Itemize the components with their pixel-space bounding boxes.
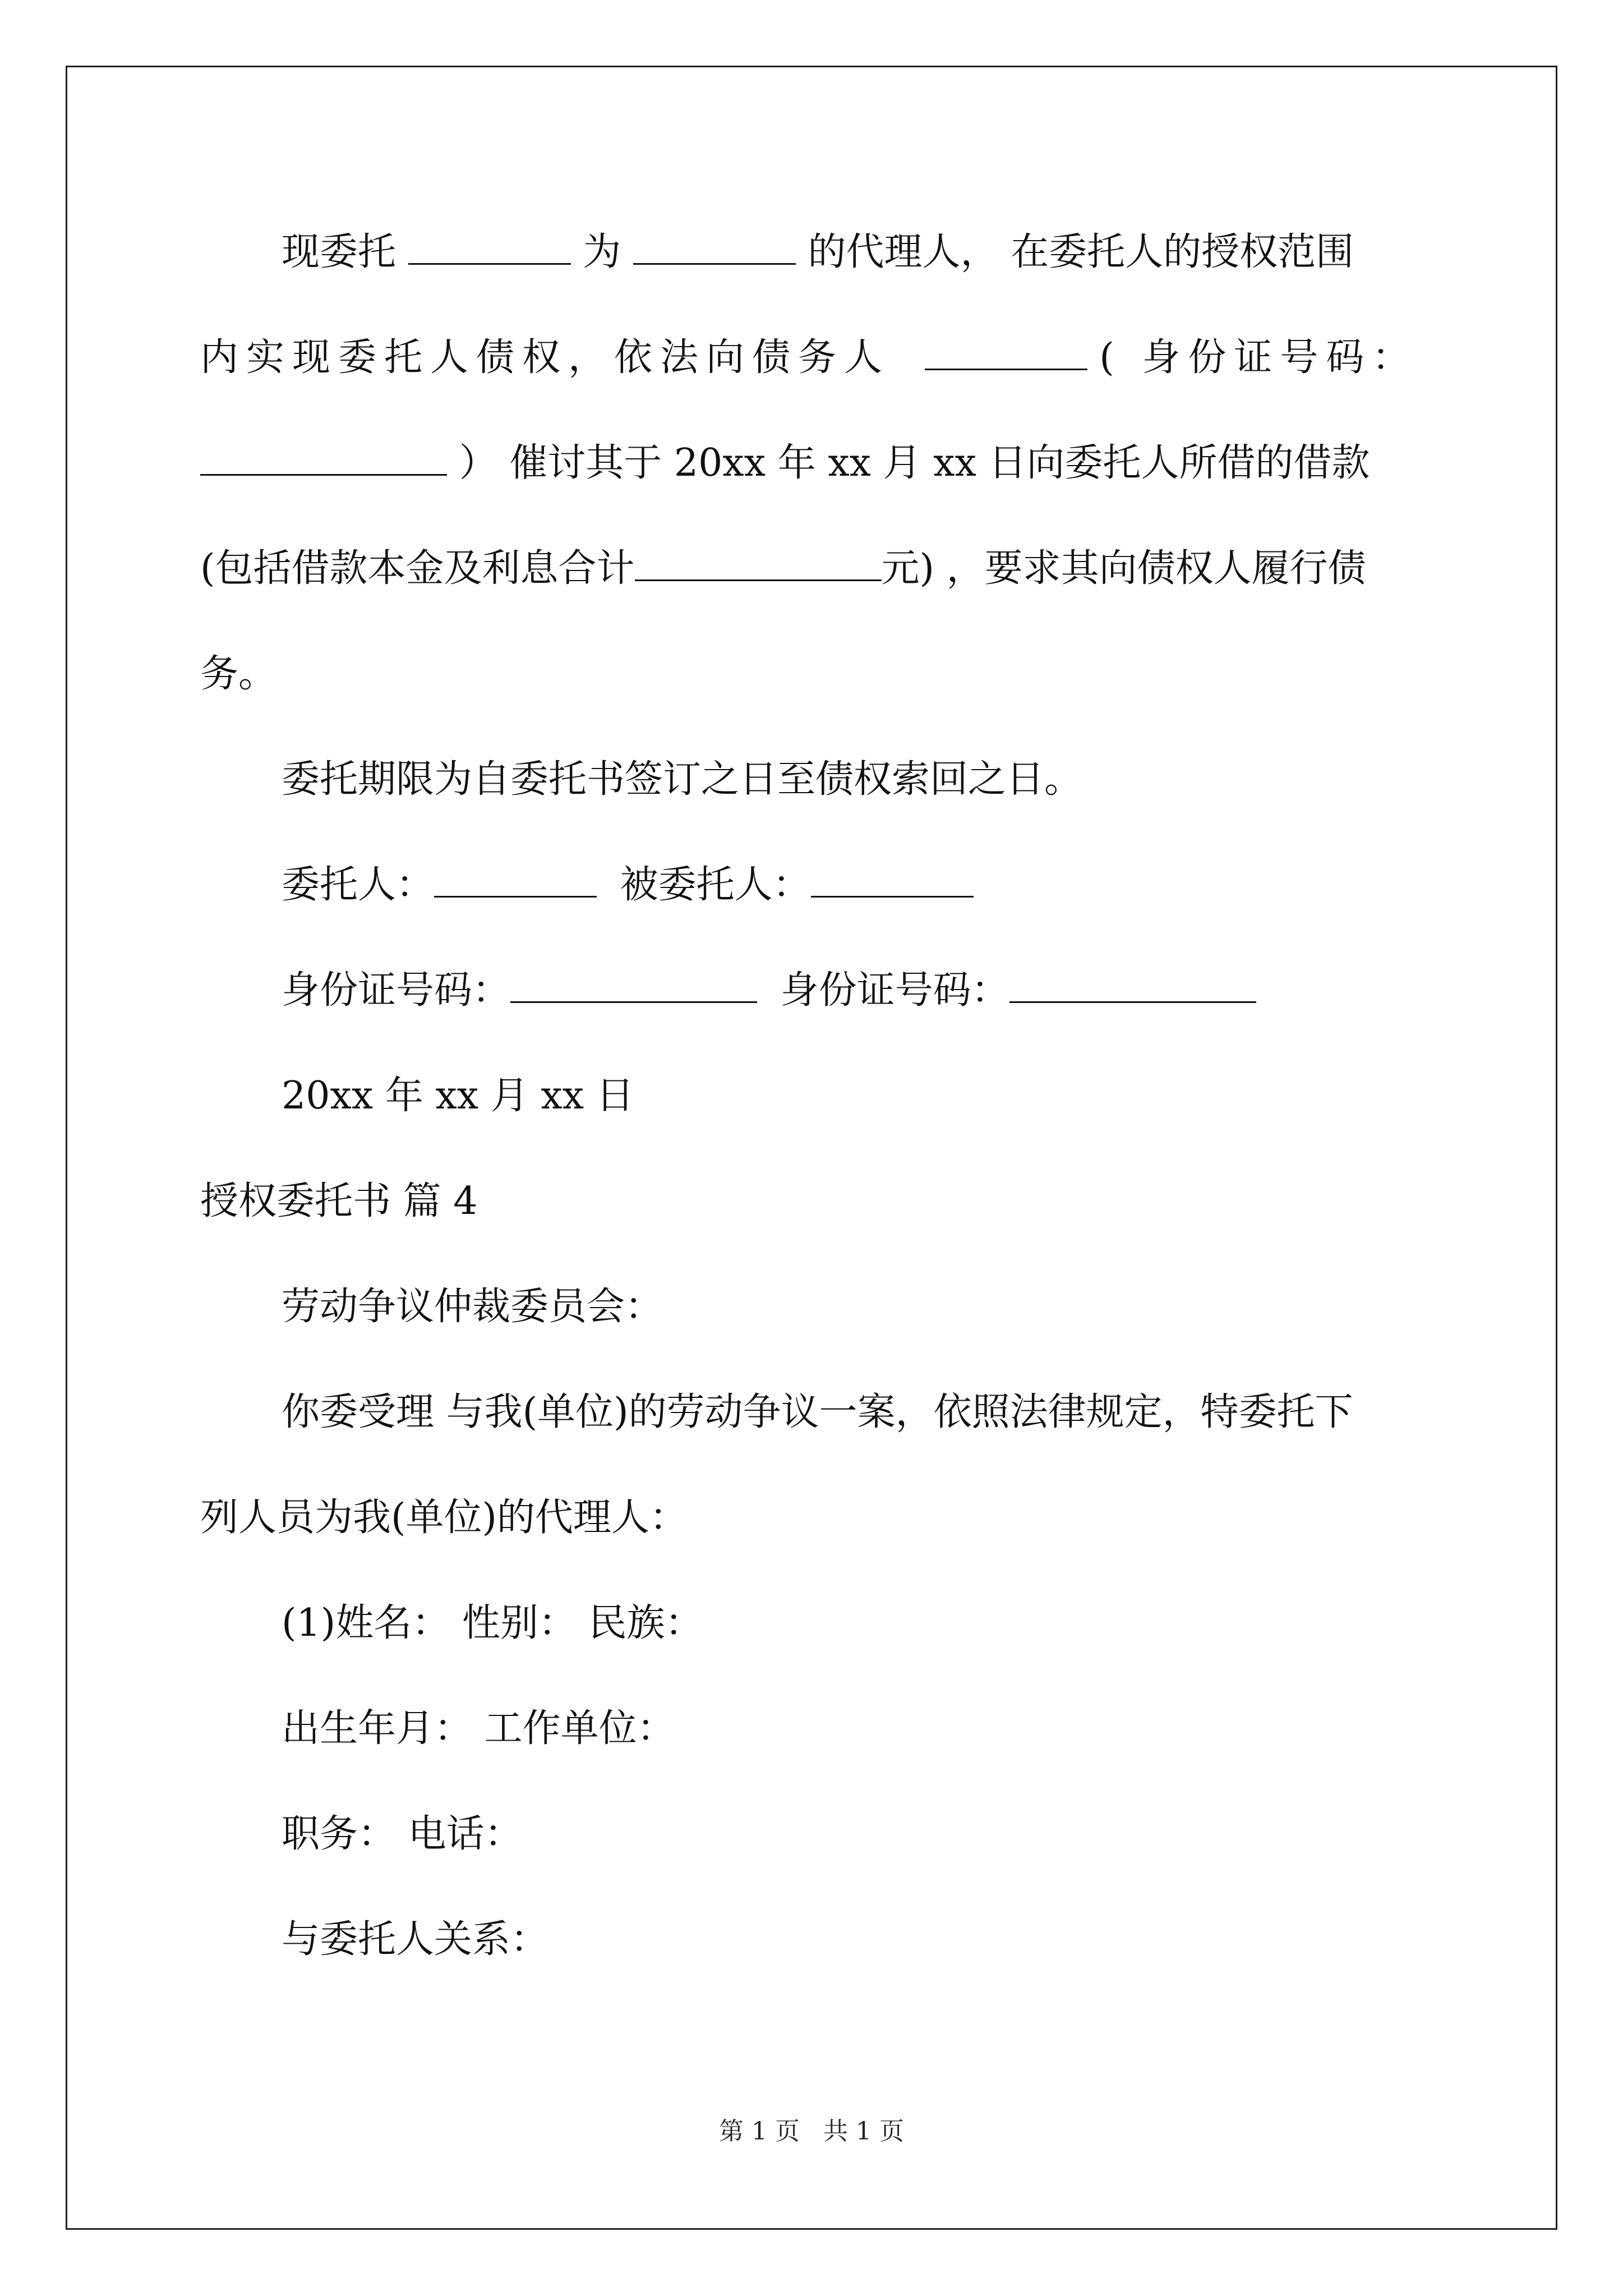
page-border xyxy=(66,66,1557,2230)
blank-underline xyxy=(434,864,597,898)
page-footer xyxy=(0,2115,1623,2148)
page-number: 第 1 页 xyxy=(719,2117,800,2146)
id-label: 身份证号码： xyxy=(282,968,511,1013)
blank-underline xyxy=(1009,970,1256,1003)
page-total: 共 1 页 xyxy=(823,2117,904,2146)
blank-underline xyxy=(635,548,882,581)
blank-underline xyxy=(200,443,447,476)
body-line-2: 列人员为我(单位)的代理人： xyxy=(200,1496,688,1540)
entrust-line-5: 务。 xyxy=(200,652,277,696)
text-segment: 内实现委托人债权，依法向债务人 xyxy=(200,335,891,380)
body-line-1: 你委受理 与我(单位)的劳动争议一案，依照法律规定，特委托下 xyxy=(282,1390,1353,1434)
text-segment: ） 催讨其于 20xx 年 xx 月 xx 日向委托人所借的借款 xyxy=(459,441,1370,485)
entrust-line-2 xyxy=(200,333,1418,383)
text-segment: (包括借款本金及利息合计 xyxy=(200,546,635,591)
agent-relation-line: 与委托人关系： xyxy=(282,1917,549,1962)
id-label: 身份证号码： xyxy=(780,968,1009,1013)
agent-name-line: (1)姓名： 性别： 民族： xyxy=(282,1601,703,1645)
text-segment: ( 身份证号码： xyxy=(1099,335,1418,380)
agent-birth-line: 出生年月： 工作单位： xyxy=(282,1706,675,1751)
text-segment: 现委托 xyxy=(282,230,396,274)
blank-underline xyxy=(408,232,571,265)
text-segment: 为 xyxy=(583,230,621,274)
date-line: 20xx 年 xx 月 xx 日 xyxy=(282,1074,634,1118)
blank-underline xyxy=(925,337,1087,370)
entrust-line-1 xyxy=(282,227,1354,278)
blank-underline xyxy=(811,864,974,898)
term-paragraph: 委托期限为自委托书签订之日至债权索回之日。 xyxy=(282,757,1083,802)
agent-label: 被委托人： xyxy=(620,863,811,907)
blank-underline xyxy=(633,232,796,265)
principal-label: 委托人： xyxy=(282,863,435,907)
agent-job-line: 职务： 电话： xyxy=(282,1812,523,1856)
entrust-line-4 xyxy=(200,544,1366,594)
entrust-line-3 xyxy=(200,438,1370,489)
blank-underline xyxy=(510,970,757,1003)
signature-line xyxy=(282,860,974,910)
section-title: 授权委托书 篇 4 xyxy=(200,1179,478,1223)
id-number-line xyxy=(282,965,1256,1016)
text-segment: 的代理人， 在委托人的授权范围 xyxy=(808,230,1354,274)
text-segment: 元) ，要求其向债权人履行债 xyxy=(881,546,1366,591)
addressee: 劳动争议仲裁委员会： xyxy=(282,1285,663,1329)
